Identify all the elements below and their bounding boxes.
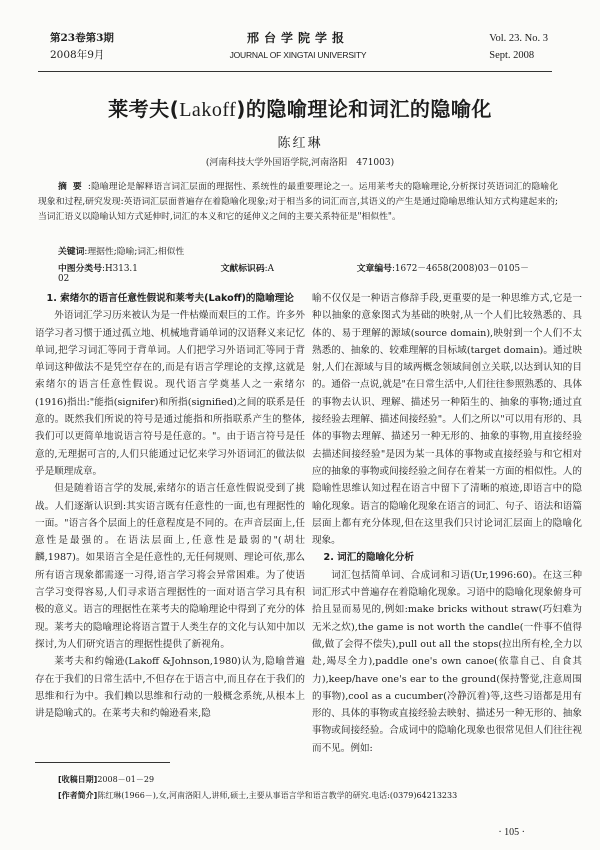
classification-line xyxy=(58,261,558,284)
section-2-heading: 2. 词汇的隐喻化分析 xyxy=(323,552,414,564)
title-part-2: )的隐喻理论和词汇的隐喻化 xyxy=(236,97,492,121)
journal-name-en: JOURNAL OF XINGTAI UNIVERSITY xyxy=(229,50,367,60)
doc-code-label: 文献标识码 xyxy=(220,264,265,274)
left-column xyxy=(35,290,305,722)
paragraph: 外语词汇学习历来被认为是一件枯燥而艰巨的工作。许多外语学习者习惯于通过孤立地、机械地背诵单词的汉语释义来记忆单词,把学习词汇等同于背单词。人们把学习外语词汇等同于背单词这种做法不是凭空存在的,而是有语言学理论的支撑,这就是索绪尔的语言任意性假说。现代语言学奠基人之一索绪尔(1916)指出:"能指(signifer)和所指(signified)之间的联系是任意的。既然我们所说的符号是通过能指和所指联系产生的整体,我们可以更简单地说语言符号是任意的。"。由于语言符号是任意的,无理据可言的,人们只能通过记忆来学习外语词汇的做法似乎是顺理成章。 xyxy=(35,310,305,477)
clc-field xyxy=(58,264,178,274)
header-center xyxy=(38,30,558,64)
section-1-heading: 1. 索绪尔的语言任意性假说和莱考夫(Lakoff)的隐喻理论 xyxy=(46,293,294,304)
paragraph: 喻不仅仅是一种语言修辞手段,更重要的是一种思维方式,它是一种以抽象的意象图式为基础的映射,从一个人们比较熟悉的、具体的、易于理解的源域(source domain),映射到一个人们不太熟悉的、抽象的、较难理解的目标域(target domain)。通过映射,人们在源域与目的域两概念领域间创立关联,以达到认知的目的。通俗一点说,就是"在日常生活中,人们往往参照熟悉的、具体的事物去认识、理解、描述另一种陌生的、抽象的事物;通过直接经验去理解、描述间接经验"。人们之所以"可以用有形的、具体的事物去理解、描述另一种无形的、抽象的事物,用直接经验去描述间接经验"是因为某一具体的事物或直接经验与和它相对应的抽象的事物或间接经验之间存在着某一方面的相似性。人的隐喻性思维认知过程在语言中留下了清晰的痕迹,即语言中的隐喻化现象。语言的隐喻化现象在语言的词汇、句子、语法和语篇层面上都有充分体现,但在这里我们只讨论词汇层面上的隐喻化现象。 xyxy=(312,293,582,547)
running-header xyxy=(38,30,558,70)
footnote-rule xyxy=(35,762,170,763)
article-no-value: :1672－4658(2008)03－0105－02 xyxy=(58,264,529,284)
title-latin: Lakoff xyxy=(179,99,237,121)
author-affiliation: (河南科技大学外国语学院,河南洛阳 471003) xyxy=(205,158,395,168)
volume-issue-en: Vol. 23. No. 3 xyxy=(489,33,548,44)
issue-date-cn: 2008年9月 xyxy=(50,49,105,61)
abstract xyxy=(38,180,558,225)
author-bio-text: 陈红琳(1966－),女,河南洛阳人,讲师,硕士,主要从事语言学和语言教学的研究.电话:(0379)64213233 xyxy=(97,791,458,800)
doc-code-field xyxy=(221,264,314,274)
header-rule xyxy=(38,71,552,72)
author-name: 陈红琳 xyxy=(277,136,323,151)
issue-date-en: Sept. 2008 xyxy=(489,50,535,61)
received-label: [收稿日期] xyxy=(58,775,98,784)
author-bio-label: [作者简介] xyxy=(58,791,98,800)
right-column xyxy=(312,290,582,757)
article-no-label: 文章编号 xyxy=(356,264,392,274)
received-value: 2008－01－29 xyxy=(97,775,155,784)
keywords-label: 关键词 xyxy=(58,247,85,257)
clc-value: :H313.1 xyxy=(102,264,138,274)
keywords xyxy=(58,244,184,257)
journal-name-cn: 邢台学院学报 xyxy=(246,31,349,45)
title-part-1: 莱考夫( xyxy=(108,97,180,121)
paragraph: 词汇包括简单词、合成词和习语(Ur,1996:60)。在这三种词汇形式中普遍存在着隐喻化现象。习语中的隐喻化现象俯身可拾且显而易见的,例如:make bricks without straw(巧妇难为无米之炊),the game is not worth the candle(一件事不值得做,做了会得不偿失),pull out all the stops(拉出所有栓,全力以赴,竭尽全力),paddle one's own canoe(依靠自己、自食其力),keep/have one's ear to the ground(保持警觉,注意周围的事物),cool as a cucumber(冷静沉着)等,这些习语都是用有形的、具体的事物或直接经验去映射、描述另一种无形的、抽象事物或间接经验。合成词中的隐喻化现象也很常见但人们往往视而不见。例如: xyxy=(312,569,582,754)
volume-issue-cn: 第23卷第3期 xyxy=(50,32,114,44)
page-number: · 105 · xyxy=(498,827,525,838)
keywords-text: :理据性;隐喻;词汇;相似性 xyxy=(84,247,185,257)
header-right xyxy=(489,30,548,64)
paragraph: 莱考夫和约翰逊(Lakoff &Johnson,1980)认为,隐喻普遍存在于我们的日常生活中,不但存在于语言中,而且存在于我们的思维和行为中。我们赖以思维和行动的一般概念系统,从根本上讲是隐喻式的。在莱考夫和约翰逊看来,隐 xyxy=(35,656,305,720)
article-title xyxy=(0,93,600,122)
clc-label: 中图分类号 xyxy=(58,264,102,274)
doc-code-value: :A xyxy=(264,264,274,274)
paragraph: 但是随着语言学的发展,索绪尔的语言任意性假说受到了挑战。人们逐渐认识到:其实语言既有任意性的一面,也有理据性的一面。"语言各个层面上的任意程度是不同的。在声音层面上,任意性是最强的。在语法层面上,任意性是最弱的"(胡壮麟,1987)。如果语言全是任意性的,无任何规则、理论可依,那么所有语言现象都需逐一习得,语言学习将会异常困难。为了使语言学习变得容易,人们寻求语言理据性的一面对语言学习具有积极的意义。语言的理据性在莱考夫的隐喻理论中得到了充分的体现。莱考夫的隐喻理论将语言置于人类生存的文化与认知中加以探讨,为人们研究语言的理据性提供了新视角。 xyxy=(35,483,305,650)
abstract-label: 摘要 xyxy=(58,182,88,192)
footnotes xyxy=(58,772,578,804)
received-date xyxy=(58,772,578,788)
author-bio xyxy=(58,788,578,804)
abstract-text: :隐喻理论是解释语言词汇层面的理据性、系统性的最重要理论之一。运用莱考夫的隐喻理论,分析探讨英语词汇的隐喻化现象和过程,研究发现:英语词汇层面普遍存在着隐喻化现象;对于相当多的词汇而言,其语义的产生是通过隐喻思维认知方式构建起来的;当词汇语义以隐喻认知方式延伸时,词汇的本义和它的延伸义之间的主要关系特征是"相似性"。 xyxy=(38,182,558,222)
